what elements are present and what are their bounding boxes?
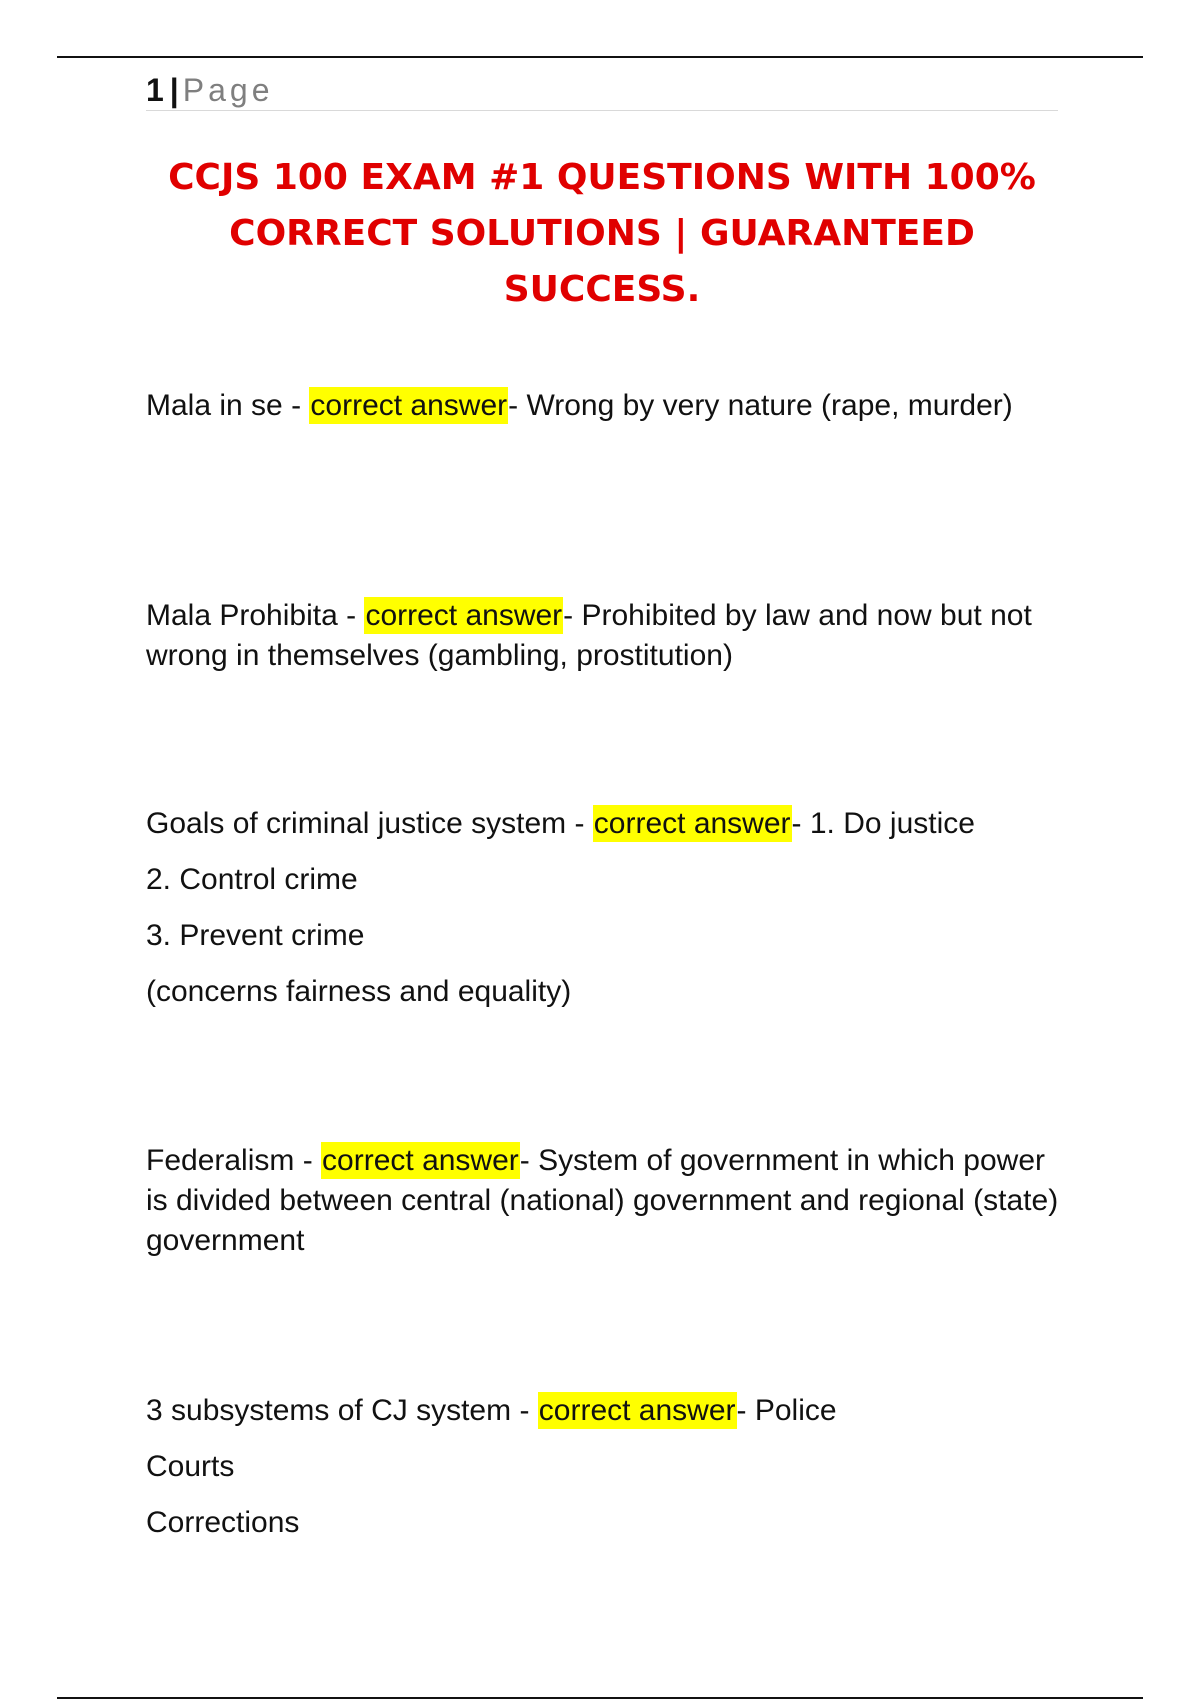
correct-answer-highlight: correct answer xyxy=(310,389,508,422)
qa-entry-mala-in-se: Mala in se - correct answer- Wrong by very nature (rape, murder) xyxy=(146,389,1013,422)
entry-extra-line: (concerns fairness and equality) xyxy=(146,975,572,1008)
document-title: CCJS 100 EXAM #1 QUESTIONS WITH 100% CORRECT SOLUTIONS | GUARANTEED SUCCESS. xyxy=(168,157,1036,310)
entry-first-line: Goals of criminal justice system - correct answer- 1. Do justice xyxy=(146,807,975,840)
entry-extra-line: Courts xyxy=(146,1450,235,1483)
page-label: Page xyxy=(182,72,274,108)
entry-first-line: 3 subsystems of CJ system - correct answer- Police xyxy=(146,1394,837,1427)
qa-entry-mala-prohibita: Mala Prohibita - correct answer- Prohibited by law and now but not wrong in themselves (gambling, prostitution) xyxy=(146,599,1032,672)
correct-answer-highlight: correct answer xyxy=(593,807,791,840)
bottom-rule xyxy=(57,1697,1143,1699)
entry-answer: Wrong by very nature (rape, murder) xyxy=(526,389,1013,422)
top-rule xyxy=(57,56,1143,58)
page-number: 1 xyxy=(146,72,164,108)
entry-answer: 1. Do justice xyxy=(809,807,975,840)
correct-answer-highlight: correct answer xyxy=(538,1394,736,1427)
page-header xyxy=(146,70,1058,111)
entry-answer: System of government in which power is divided between central (national) government and regional (state) government xyxy=(146,1144,1059,1257)
qa-entry-subsystems xyxy=(146,1391,1066,1543)
entry-answer: Police xyxy=(754,1394,837,1427)
correct-answer-highlight: correct answer xyxy=(365,599,563,632)
entry-extra-line: 2. Control crime xyxy=(146,863,358,896)
qa-entry-goals xyxy=(146,804,1066,1012)
correct-answer-highlight: correct answer xyxy=(322,1144,519,1177)
entry-answer: Prohibited by law and now but not wrong in themselves (gambling, prostitution) xyxy=(146,599,1032,672)
entry-term: Federalism xyxy=(146,1144,295,1177)
page-separator: | xyxy=(169,72,179,108)
entry-term: Mala Prohibita xyxy=(146,599,338,632)
entry-term: Mala in se xyxy=(146,389,283,422)
entry-term: 3 subsystems of CJ system xyxy=(146,1394,512,1427)
qa-entry-federalism: Federalism - correct answer- System of government in which power is divided between central (national) government and regional (state) government xyxy=(146,1144,1059,1257)
entry-extra-line: 3. Prevent crime xyxy=(146,919,365,952)
entry-term: Goals of criminal justice system xyxy=(146,807,567,840)
entry-extra-line: Corrections xyxy=(146,1506,300,1539)
